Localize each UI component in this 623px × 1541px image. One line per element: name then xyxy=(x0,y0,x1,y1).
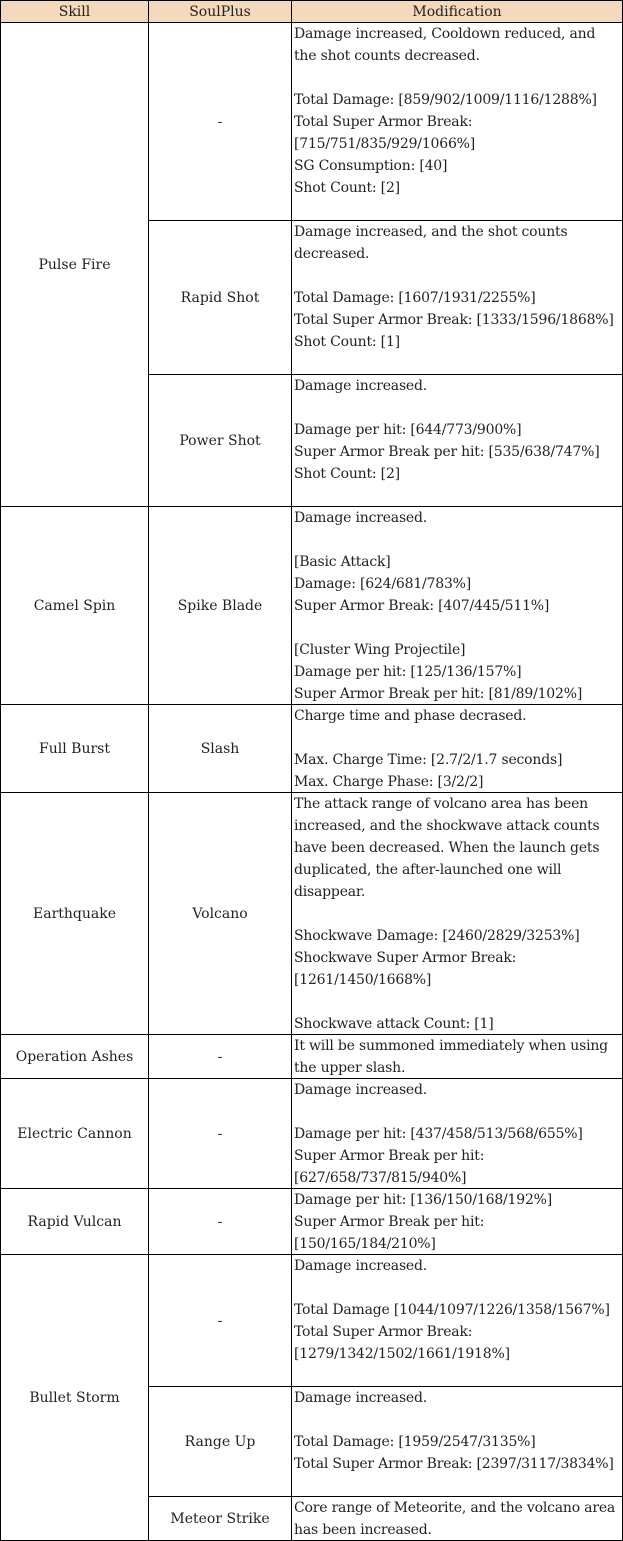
table-row xyxy=(1,1255,623,1387)
modification-line: Super Armor Break per hit: [150/165/184/210%] xyxy=(294,1214,485,1252)
skill-cell: Electric Cannon xyxy=(1,1079,149,1189)
modification-line: Total Super Armor Break: [715/751/835/929/1066%] xyxy=(294,114,476,152)
modification-cell xyxy=(292,23,623,221)
blank-line xyxy=(294,529,620,551)
modification-line: Super Armor Break per hit: [627/658/737/815/940%] xyxy=(294,1148,485,1186)
skill-cell: Operation Ashes xyxy=(1,1035,149,1079)
modification-line: Shot Count: [2] xyxy=(294,180,400,196)
skill-cell: Bullet Storm xyxy=(1,1255,149,1541)
modification-line: Super Armor Break per hit: [535/638/747%] xyxy=(294,444,600,460)
table-row xyxy=(1,1189,623,1255)
soulplus-cell: - xyxy=(149,1079,292,1189)
modification-line: SG Consumption: [40] xyxy=(294,158,448,174)
skill-cell: Pulse Fire xyxy=(1,23,149,507)
soulplus-cell: Rapid Shot xyxy=(149,221,292,375)
modification-line: Charge time and phase decrased. xyxy=(294,708,527,724)
modification-line: Shockwave Damage: [2460/2829/3253%] xyxy=(294,928,580,944)
table-row xyxy=(1,793,623,1035)
modification-line: Damage per hit: [136/150/168/192%] xyxy=(294,1192,553,1208)
skill-cell: Full Burst xyxy=(1,705,149,793)
modification-line: Max. Charge Phase: [3/2/2] xyxy=(294,774,484,790)
blank-line xyxy=(294,265,620,287)
header-modification: Modification xyxy=(292,1,623,23)
modification-line: Core range of Meteorite, and the volcano area has been increased. xyxy=(294,1500,616,1538)
blank-line xyxy=(294,617,620,639)
modification-cell xyxy=(292,507,623,705)
modification-line: Super Armor Break per hit: [81/89/102%] xyxy=(294,686,583,702)
modification-line: The attack range of volcano area has been increased, and the shockwave attack counts have been decreased. When the launch gets duplicated, the after-launched one will disappear. xyxy=(294,796,600,900)
modification-line: Damage increased. xyxy=(294,1390,428,1406)
modification-line: Damage per hit: [437/458/513/568/655%] xyxy=(294,1126,583,1142)
modification-cell xyxy=(292,221,623,375)
header-skill: Skill xyxy=(1,1,149,23)
blank-line xyxy=(294,1409,620,1431)
blank-line xyxy=(294,67,620,89)
soulplus-cell: - xyxy=(149,1255,292,1387)
blank-line xyxy=(294,397,620,419)
skill-cell: Rapid Vulcan xyxy=(1,1189,149,1255)
modification-cell xyxy=(292,1387,623,1497)
table-row xyxy=(1,1079,623,1189)
modification-line: It will be summoned immediately when using the upper slash. xyxy=(294,1038,608,1076)
modification-line: [Cluster Wing Projectile] xyxy=(294,642,466,658)
blank-line xyxy=(294,727,620,749)
modification-line: Super Armor Break: [407/445/511%] xyxy=(294,598,550,614)
modification-line: Shockwave attack Count: [1] xyxy=(294,1016,494,1032)
modification-line: Shot Count: [1] xyxy=(294,334,400,350)
soulplus-cell: Volcano xyxy=(149,793,292,1035)
modification-line: Shot Count: [2] xyxy=(294,466,400,482)
modification-cell xyxy=(292,1035,623,1079)
blank-line xyxy=(294,903,620,925)
soulplus-cell: Spike Blade xyxy=(149,507,292,705)
modification-cell xyxy=(292,1255,623,1387)
header-soulplus: SoulPlus xyxy=(149,1,292,23)
modification-line: Total Super Armor Break: [1279/1342/1502/1661/1918%] xyxy=(294,1324,510,1362)
blank-line xyxy=(294,1277,620,1299)
modification-line: Total Super Armor Break: [2397/3117/3834%] xyxy=(294,1456,614,1472)
modification-line: Damage per hit: [125/136/157%] xyxy=(294,664,522,680)
modification-line: Damage increased. xyxy=(294,1082,428,1098)
modification-cell xyxy=(292,1189,623,1255)
soulplus-cell: Range Up xyxy=(149,1387,292,1497)
modification-line: Damage: [624/681/783%] xyxy=(294,576,472,592)
soulplus-cell: Meteor Strike xyxy=(149,1497,292,1541)
modification-line: Total Damage [1044/1097/1226/1358/1567%] xyxy=(294,1302,610,1318)
modification-line: Shockwave Super Armor Break: [1261/1450/1668%] xyxy=(294,950,517,988)
modification-line: Max. Charge Time: [2.7/2/1.7 seconds] xyxy=(294,752,563,768)
modification-line: Damage increased. xyxy=(294,378,428,394)
table-row xyxy=(1,705,623,793)
table-body xyxy=(1,23,623,1541)
soulplus-cell: - xyxy=(149,1189,292,1255)
modification-cell xyxy=(292,793,623,1035)
modification-line: [Basic Attack] xyxy=(294,554,391,570)
modification-cell xyxy=(292,1079,623,1189)
soulplus-cell: - xyxy=(149,1035,292,1079)
modification-line: Damage increased, Cooldown reduced, and the shot counts decreased. xyxy=(294,26,596,64)
modification-line: Damage per hit: [644/773/900%] xyxy=(294,422,522,438)
modification-line: Total Damage: [859/902/1009/1116/1288%] xyxy=(294,92,597,108)
table-row xyxy=(1,1035,623,1079)
modification-line: Total Damage: [1959/2547/3135%] xyxy=(294,1434,536,1450)
modification-cell xyxy=(292,1497,623,1541)
modification-cell xyxy=(292,705,623,793)
modification-cell xyxy=(292,375,623,507)
blank-line xyxy=(294,1101,620,1123)
modification-line: Damage increased. xyxy=(294,510,428,526)
header-row xyxy=(1,1,623,23)
skill-cell: Earthquake xyxy=(1,793,149,1035)
modification-line: Damage increased. xyxy=(294,1258,428,1274)
modification-line: Damage increased, and the shot counts decreased. xyxy=(294,224,568,262)
soulplus-cell: Slash xyxy=(149,705,292,793)
soulplus-cell: Power Shot xyxy=(149,375,292,507)
soulplus-cell: - xyxy=(149,23,292,221)
blank-line xyxy=(294,991,620,1013)
skill-cell: Camel Spin xyxy=(1,507,149,705)
modification-line: Total Super Armor Break: [1333/1596/1868%] xyxy=(294,312,614,328)
modification-line: Total Damage: [1607/1931/2255%] xyxy=(294,290,536,306)
table-row xyxy=(1,507,623,705)
table-row xyxy=(1,23,623,221)
